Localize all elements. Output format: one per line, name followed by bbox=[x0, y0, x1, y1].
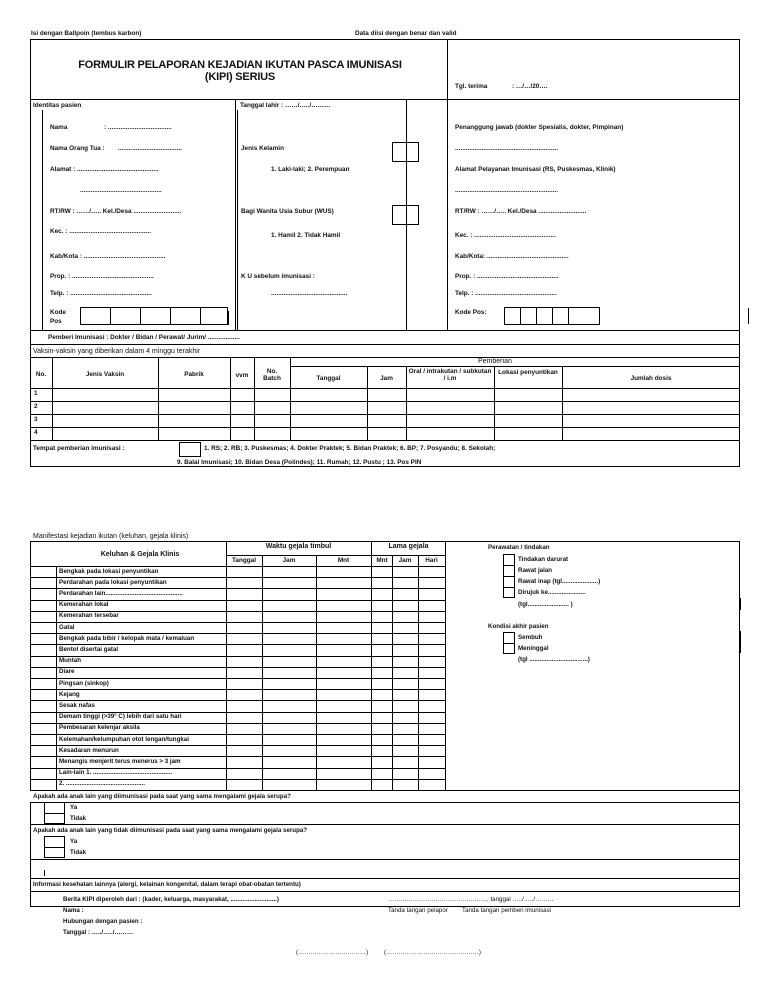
col-pabrik: Pabrik bbox=[184, 371, 204, 378]
tempat-options-2: 9. Balai Imunisasi; 10. Bidan Desa (Polindes); 11. Rumah; 12. Pustu ; 13. Pos PIN bbox=[177, 459, 422, 466]
perawatan-heading: Perawatan / tindakan bbox=[488, 544, 550, 551]
berita-hubungan[interactable]: Hubungan dengan pasien : bbox=[63, 918, 143, 925]
alamat2-field[interactable]: .............................................. bbox=[80, 187, 162, 194]
symptom-label: Pembesaran kelenjar aksila bbox=[59, 724, 140, 732]
manifest-heading: Manifestasi kejadian ikutan (keluhan, gejala klinis) bbox=[33, 533, 189, 540]
tanggal-right[interactable]: …………………………………………, tanggal …../…../……… bbox=[388, 896, 554, 903]
q2-ya: Ya bbox=[70, 838, 78, 845]
keluhan-header: Keluhan & Gejala Klinis bbox=[100, 551, 180, 558]
col-lama-mnt: Mnt bbox=[376, 557, 388, 564]
info-text: Informasi kesehatan lainnya (alergi, kelainan kongenital, dalam terapi obat-obatan tertentu) bbox=[33, 881, 301, 888]
tempat-box[interactable] bbox=[179, 442, 201, 457]
top-note-left: Isi dengan Ballpoin (tembus karbon) bbox=[31, 30, 142, 37]
col-lama-jam: Jam bbox=[398, 557, 412, 564]
guardian-kec-field[interactable]: Kec. : .............................................. bbox=[455, 232, 556, 239]
q1-tidak: Tidak bbox=[70, 815, 87, 822]
q1-ya: Ya bbox=[70, 804, 78, 811]
berita-nama[interactable]: Nama : bbox=[63, 907, 84, 914]
col-no: No. bbox=[35, 371, 47, 378]
symptom-label: Gatal bbox=[59, 623, 75, 631]
jenis-kelamin-box[interactable] bbox=[392, 142, 419, 162]
signature-pelapor[interactable]: (……………………………) bbox=[296, 949, 369, 956]
penanggung-jawab-field[interactable]: .......................................................... bbox=[455, 145, 558, 152]
vaksin-row-4: 4 bbox=[34, 429, 38, 436]
col-no-batch: No. Batch bbox=[263, 368, 281, 383]
col-tanggal: Tanggal bbox=[316, 375, 341, 382]
q2-text: Apakah ada anak lain yang tidak diimunisasi pada saat yang sama mengalami gejala serupa? bbox=[33, 827, 308, 834]
symptom-label: Perdarahan lain............................................. bbox=[59, 589, 183, 597]
berita-tanggal[interactable]: Tanggal : …../…../……… bbox=[63, 929, 134, 936]
symptom-row-line bbox=[30, 734, 445, 735]
sembuh: Sembuh bbox=[518, 634, 543, 641]
telp-field[interactable]: Telp. : .............................................. bbox=[50, 290, 152, 297]
dirujuk: Dirujuk ke...................... bbox=[518, 589, 586, 596]
col-lama-hari: Hari bbox=[425, 557, 438, 564]
symptom-label: Perdarahan pada lokasi penyuntikan bbox=[59, 578, 167, 586]
ttd-pemberi-label: Tanda tangan pemberi imunisasi bbox=[462, 907, 552, 914]
pos-label: Pos bbox=[50, 318, 62, 325]
guardian-telp-field[interactable]: Telp. : .............................................. bbox=[455, 290, 557, 297]
ku-label: K U sebelum imunisasi : bbox=[241, 273, 315, 280]
orang-tua-field[interactable]: .................................... bbox=[118, 145, 182, 152]
q2-tidak: Tidak bbox=[70, 849, 87, 856]
tgl-terima-value[interactable]: : …/…/20…. bbox=[512, 83, 548, 90]
symptom-label: Kemerahan tersebar bbox=[59, 612, 119, 620]
meninggal: Meninggal bbox=[518, 645, 549, 652]
symptom-label: Muntah bbox=[59, 657, 81, 665]
tempat-label: Tempat pemberian imunisasi : bbox=[33, 445, 125, 452]
col-waktu-mnt: Mnt bbox=[337, 557, 350, 564]
col-jenis-vaksin: Jenis Vaksin bbox=[85, 371, 125, 378]
tgl-terima-label: Tgl. terima bbox=[455, 83, 488, 90]
symptom-label: Bengkak pada lokasi penyuntikan bbox=[59, 567, 159, 575]
col-lokasi: Lokasi penyuntikan bbox=[498, 369, 558, 376]
vaksin-row-3: 3 bbox=[34, 416, 38, 423]
form-title: FORMULIR PELAPORAN KEJADIAN IKUTAN PASCA IMUNISASI bbox=[78, 59, 402, 71]
tgl-lahir-field[interactable]: Tanggal lahir : ……/…../……… bbox=[240, 102, 331, 109]
berita-kipi[interactable]: Berita KIPI diperoleh dari : (kader, keluarga, masyarakat, ...........................) bbox=[63, 896, 279, 903]
prop-field[interactable]: Prop. : .............................................. bbox=[50, 273, 154, 280]
col-waktu-jam: Jam bbox=[282, 557, 296, 564]
tempat-options-1: 1. RS; 2. RB; 3. Puskesmas; 4. Dokter Praktek; 5. Bidan Praktek; 6. BP; 7. Posyandu; 8. Sekolah; bbox=[204, 445, 496, 452]
kec-field[interactable]: Kec. : .............................................. bbox=[50, 228, 151, 235]
lama-header: Lama gejala bbox=[388, 543, 429, 550]
ttd-pelapor-label: Tanda tangan pelapor bbox=[388, 907, 448, 914]
penanggung-jawab-label: Penanggung jawab (dokter Spesialis, dokter, Pimpinan) bbox=[455, 124, 624, 131]
rawat-jalan: Rawat jalan bbox=[518, 567, 553, 574]
symptom-row-line bbox=[30, 790, 445, 791]
jk-options: 1. Laki-laki; 2. Perempuan bbox=[271, 166, 350, 173]
rawat-inap: Rawat inap (tgl.....................) bbox=[518, 578, 601, 585]
alamat-pelayanan-label: Alamat Pelayanan Imunisasi (RS, Puskesmas, Klinik) bbox=[455, 166, 616, 173]
kode-label: Kode bbox=[50, 309, 66, 316]
symptom-label: Kelemahan/kelumpuhan otot lengan/tungkai bbox=[59, 735, 189, 743]
symptom-label: Diare bbox=[59, 668, 75, 676]
tindakan-darurat: Tindakan darurat bbox=[518, 556, 569, 563]
jenis-kelamin-label: Jenis Kelamin bbox=[241, 145, 284, 152]
ku-field[interactable]: ........................................... bbox=[271, 290, 348, 297]
nama-label: Nama bbox=[50, 124, 68, 131]
nama-field[interactable]: : .................................... bbox=[104, 124, 172, 131]
waktu-header: Waktu gejala timbul bbox=[265, 543, 332, 550]
col-vvm: vvm bbox=[235, 372, 249, 379]
kab-field[interactable]: Kab/Kota : .............................................. bbox=[50, 253, 166, 260]
col-jam: Jam bbox=[380, 375, 393, 382]
symptom-row-line bbox=[30, 656, 445, 657]
symptom-label: Bentol disertai gatal bbox=[59, 645, 119, 653]
patient-heading: Identitas pasien bbox=[33, 102, 82, 109]
dirujuk-tgl[interactable]: (tgl........................ ) bbox=[518, 601, 573, 608]
col-jumlah-dosis: Jumlah dosis bbox=[630, 375, 672, 382]
vaksin-row-2: 2 bbox=[34, 403, 38, 410]
vaksin-heading: Vaksin-vaksin yang diberikan dalam 4 minggu terakhir bbox=[33, 348, 201, 355]
q1-text: Apakah ada anak lain yang diimunisasi pada saat yang sama mengalami gejala serupa? bbox=[33, 793, 291, 800]
symptom-label: Kejang bbox=[59, 690, 80, 698]
wus-options: 1. Hamil 2. Tidak Hamil bbox=[271, 232, 341, 239]
symptom-row-line bbox=[30, 689, 445, 690]
symptom-label: Bengkak pada bibir / kelopak mata / kemaluan bbox=[59, 634, 195, 642]
pemberi-imunisasi[interactable]: Pemberi Imunisasi : Dokter / Bidan / Perawat/ Jurim/ .................. bbox=[48, 334, 240, 341]
guardian-prop-field[interactable]: Prop. : .............................................. bbox=[455, 273, 559, 280]
symptom-label: Pingsan (sinkop) bbox=[59, 679, 109, 687]
symptom-label: Kemerahan lokal bbox=[59, 601, 109, 609]
symptom-row-line bbox=[30, 678, 445, 679]
kondisi-heading: Kondisi akhir pasien bbox=[488, 623, 549, 630]
symptom-row-line bbox=[30, 667, 445, 668]
alamat-pelayanan-field[interactable]: .......................................................... bbox=[455, 187, 558, 194]
wus-box[interactable] bbox=[392, 205, 419, 225]
orang-tua-label: Nama Orang Tua : bbox=[50, 145, 105, 152]
alamat-field[interactable]: Alamat : .............................................. bbox=[50, 166, 159, 173]
symptom-label: Sesak nafas bbox=[59, 701, 95, 709]
pemberian-header: Pemberian bbox=[478, 358, 512, 365]
kode-pos-boxes[interactable] bbox=[80, 307, 228, 325]
symptom-row-line bbox=[30, 622, 445, 623]
symptom-label: 2. .............................................. bbox=[59, 780, 145, 788]
vaksin-row-1: 1 bbox=[34, 390, 38, 397]
symptom-label: Lain-lain 1. .............................................. bbox=[59, 769, 173, 777]
top-note-right: Data diisi dengan benar dan valid bbox=[355, 30, 457, 37]
rtrw-field[interactable]: RT/RW : ……/….. Kel./Desa ........................... bbox=[50, 208, 182, 215]
wus-label: Bagi Wanita Usia Subur (WUS) bbox=[241, 208, 334, 215]
symptom-label: Demam tinggi (>39° C) lebih dari satu hari bbox=[59, 713, 182, 721]
symptom-label: Menangis menjerit terus menerus > 3 jam bbox=[59, 757, 181, 765]
col-waktu-tanggal: Tanggal bbox=[231, 557, 257, 564]
form-subtitle: (KIPI) SERIUS bbox=[204, 71, 276, 83]
guardian-kode-pos-label: Kode Pos: bbox=[455, 309, 487, 316]
meninggal-tgl[interactable]: (tgl ..................................) bbox=[518, 656, 590, 663]
col-cara-pemberian: Oral / intrakutan / subkutan / i.m bbox=[408, 368, 492, 383]
guardian-kab-field[interactable]: Kab/Kota: .............................................. bbox=[455, 253, 569, 260]
signature-pemberi[interactable]: (………………………………………) bbox=[384, 949, 481, 956]
guardian-rtrw-field[interactable]: RT/RW : ……/….. Kel./Desa ........................... bbox=[455, 208, 587, 215]
symptom-label: Kesadaran menurun bbox=[59, 746, 119, 754]
